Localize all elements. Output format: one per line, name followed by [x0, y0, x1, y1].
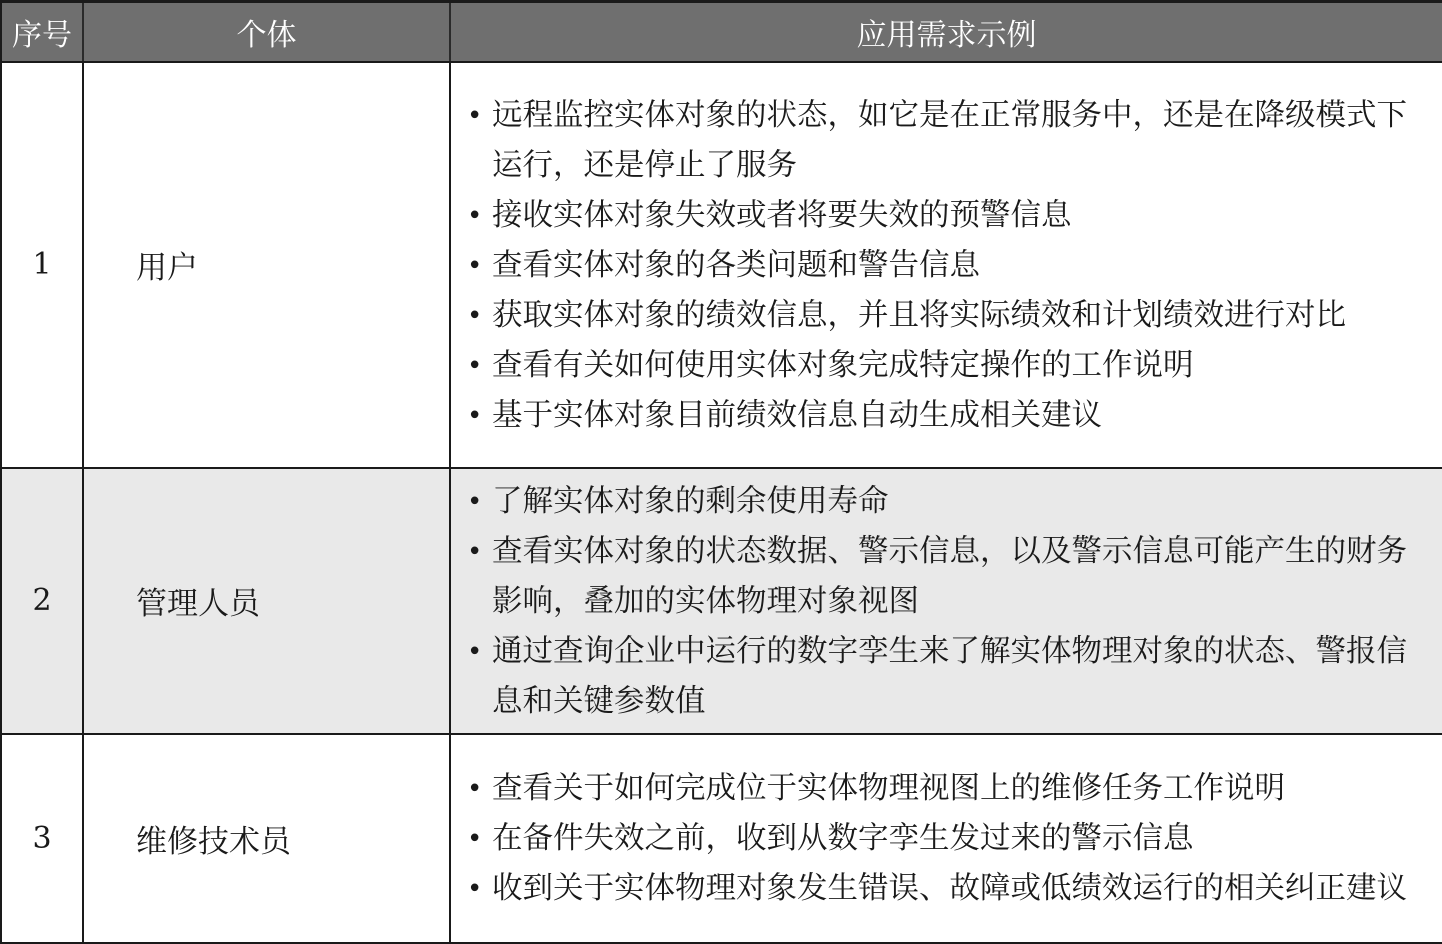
- table-row: [1, 62, 1442, 468]
- bullet-icon: •: [467, 200, 483, 231]
- list-item: [465, 627, 1428, 727]
- example-text: 接收实体对象失效或者将要失效的预警信息: [492, 197, 1072, 233]
- table-body: [1, 62, 1442, 943]
- examples-list: [465, 91, 1428, 441]
- example-text: 查看有关如何使用实体对象完成特定操作的工作说明: [492, 347, 1194, 383]
- row-person: 维修技术员: [83, 734, 450, 943]
- list-item: [465, 391, 1428, 441]
- header-examples: 应用需求示例: [450, 2, 1442, 62]
- row-examples: [450, 62, 1442, 468]
- bullet-icon: •: [467, 824, 483, 854]
- row-person: 管理人员: [83, 468, 450, 734]
- example-text: 查看实体对象的状态数据、警示信息，以及警示信息可能产生的财务影响，叠加的实体物理对象视图: [492, 533, 1407, 619]
- example-text: 在备件失效之前，收到从数字孪生发过来的警示信息: [492, 821, 1194, 856]
- list-item: [465, 241, 1428, 291]
- example-text: 通过查询企业中运行的数字孪生来了解实体物理对象的状态、警报信息和关键参数值: [492, 633, 1407, 719]
- bullet-icon: •: [467, 536, 483, 567]
- bullet-icon: •: [467, 874, 483, 904]
- table-header: [1, 2, 1442, 62]
- list-item: [465, 764, 1428, 814]
- table-row: [1, 468, 1442, 734]
- example-text: 基于实体对象目前绩效信息自动生成相关建议: [492, 397, 1102, 433]
- row-index: 1: [1, 62, 83, 468]
- example-text: 查看关于如何完成位于实体物理视图上的维修任务工作说明: [492, 771, 1285, 806]
- example-text: 收到关于实体物理对象发生错误、故障或低绩效运行的相关纠正建议: [492, 871, 1407, 906]
- list-item: [465, 341, 1428, 391]
- bullet-icon: •: [467, 636, 483, 667]
- table-row: [1, 734, 1442, 943]
- list-item: [465, 814, 1428, 864]
- list-item: [465, 864, 1428, 914]
- examples-list: [465, 477, 1428, 727]
- bullet-icon: •: [467, 350, 483, 381]
- bullet-icon: •: [467, 250, 483, 281]
- bullet-icon: •: [467, 774, 483, 804]
- header-row: [1, 2, 1442, 62]
- example-text: 远程监控实体对象的状态，如它是在正常服务中，还是在降级模式下运行，还是停止了服务: [492, 97, 1407, 183]
- bullet-icon: •: [467, 486, 483, 517]
- list-item: [465, 477, 1428, 527]
- bullet-icon: •: [467, 300, 483, 331]
- list-item: [465, 291, 1428, 341]
- row-examples: [450, 468, 1442, 734]
- bullet-icon: •: [467, 400, 483, 431]
- examples-list: [465, 764, 1428, 914]
- row-index: 2: [1, 468, 83, 734]
- bullet-icon: •: [467, 100, 483, 131]
- example-text: 查看实体对象的各类问题和警告信息: [492, 247, 980, 283]
- header-person: 个体: [83, 2, 450, 62]
- header-index: 序号: [1, 2, 83, 62]
- row-person: 用户: [83, 62, 450, 468]
- row-index: 3: [1, 734, 83, 943]
- example-text: 获取实体对象的绩效信息，并且将实际绩效和计划绩效进行对比: [492, 297, 1346, 333]
- list-item: [465, 91, 1428, 191]
- example-text: 了解实体对象的剩余使用寿命: [492, 483, 889, 519]
- list-item: [465, 527, 1428, 627]
- row-examples: [450, 734, 1442, 943]
- list-item: [465, 191, 1428, 241]
